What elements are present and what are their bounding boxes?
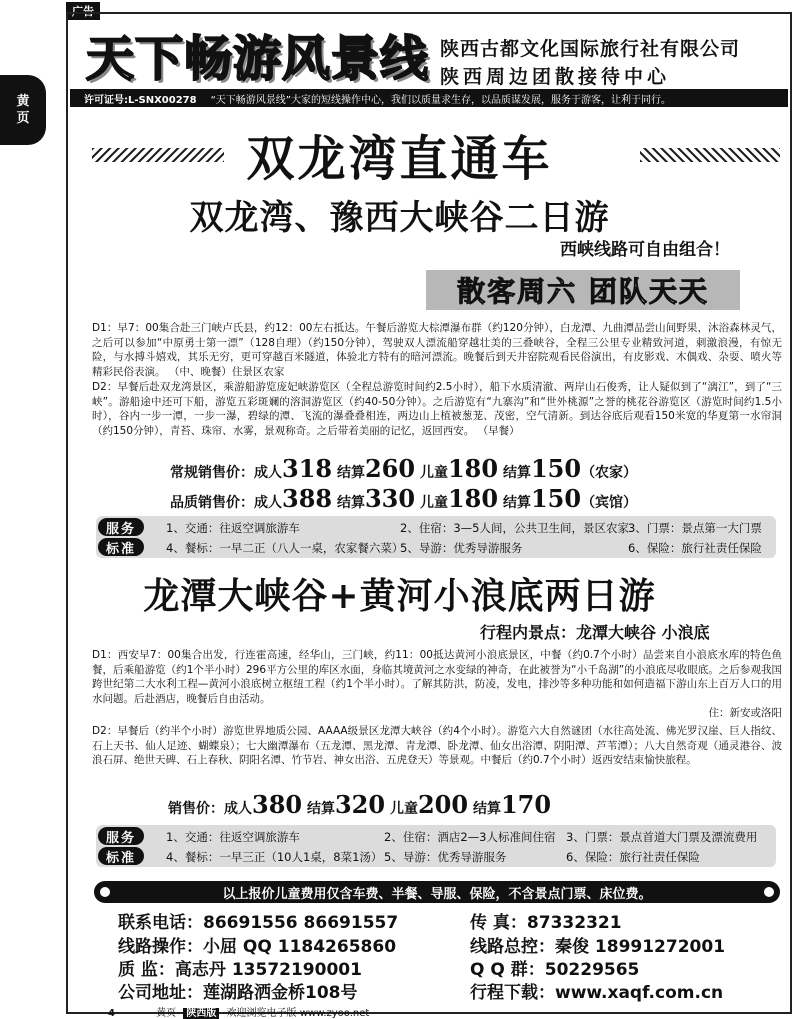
contact-label: Q Q 群：: [470, 960, 545, 980]
tour2-price: [168, 790, 551, 819]
price-label: 销售价：: [168, 801, 224, 817]
license-number: 许可证号:L-SNX00278: [84, 94, 197, 106]
contact-controller: [470, 932, 725, 957]
adult-label: 成人: [254, 465, 282, 481]
tour1-price-premium: [170, 484, 637, 513]
standard-badge: 标准: [98, 538, 144, 556]
price-notice-bar: [94, 881, 780, 903]
page-number: 4: [108, 1008, 115, 1019]
contact-label: 联系电话：: [118, 913, 203, 933]
child-settle-price: 170: [500, 790, 552, 819]
child-price: 180: [447, 454, 499, 483]
tour2-day1-stay: 住：新安或洛阳: [708, 707, 782, 719]
contact-phone: [118, 908, 398, 933]
agency-subtitle: 陕西周边团散接待中心: [440, 66, 671, 88]
contact-label: 行程下载：: [470, 983, 555, 1003]
service-item: 6、保险：旅行社责任保险: [628, 541, 762, 555]
child-settle-label: 结算: [472, 801, 501, 817]
service-item: 4、餐标：一早三正（10人1桌，8菜1汤）: [166, 850, 383, 864]
license-bar: [70, 89, 788, 107]
settle-label: 结算: [336, 465, 365, 481]
service-item: 2、住宿：3—5人间，公共卫生间，景区农家: [400, 521, 629, 535]
contact-value: 莲湖路洒金桥108号: [203, 983, 358, 1003]
adult-price: 380: [252, 790, 303, 819]
tour1-day2-itinerary: D2：早餐后赴双龙湾景区，乘游船游览庞妃峡游览区（全程总游览时间约2.5小时），船下水质清澈、两岸山石俊秀，让人疑似到了“漓江”，到了“三峡”。游船途中还可下船，游览五彩斑斓的溶洞游览区（约40-50分钟）。之后游览有“九寨沟”和“世外桃源”之誉的桃花谷游览区（游览时间约1.5小时），谷内一步一潭，一步一瀑，碧绿的潭、飞流的瀑叠叠相连，两边山上植被葱茏、茂密，空气清新。到达谷底后观看150米宽的华夏第一水帘洞（约150分钟），青苔、珠帘、水雾，景观称奇。之后带着美丽的记忆，返回西安。 （早餐）: [92, 381, 782, 437]
adult-label: 成人: [224, 801, 252, 817]
section-tab-char-2: 页: [16, 111, 30, 126]
tour1-headline: 双龙湾直通车: [246, 131, 553, 187]
service-item: 5、导游：优秀导游服务: [384, 850, 507, 864]
adult-price: 318: [282, 454, 333, 483]
settle-price: 330: [364, 484, 416, 513]
bullet-icon: [764, 887, 774, 897]
service-item: 2、住宿：酒店2—3人标准间住宿: [384, 830, 556, 844]
service-item: 1、交通：往返空调旅游车: [166, 521, 300, 535]
service-item: 6、保险：旅行社责任保险: [566, 850, 700, 864]
child-settle-price: 150: [530, 454, 582, 483]
service-item: 3、门票：景点首道大门票及漂流费用: [566, 830, 758, 844]
service-item: 3、门票：景点第一大门票: [628, 521, 762, 535]
child-settle-label: 结算: [502, 465, 531, 481]
tour1-price-regular: [170, 454, 637, 483]
service-item: 1、交通：往返空调旅游车: [166, 830, 300, 844]
contact-fax: [470, 908, 622, 933]
website-link[interactable]: www.xaqf.com.cn: [555, 983, 724, 1003]
adult-price: 388: [282, 484, 333, 513]
settle-label: 结算: [336, 495, 365, 511]
tour1-subtitle: 双龙湾、豫西大峡谷二日游: [189, 198, 610, 238]
contact-label: 公司地址：: [118, 983, 203, 1003]
brand-title: 天下畅游风景线: [86, 31, 430, 87]
contact-quality: [118, 955, 362, 980]
child-price: 200: [417, 790, 469, 819]
settle-price: 260: [364, 454, 416, 483]
agency-name: 陕西古都文化国际旅行社有限公司: [440, 38, 741, 60]
price-notice: 以上报价儿童费用仅含车费、半餐、导服、保险，不含景点门票、床位费。: [222, 886, 652, 902]
ad-label: 广告: [66, 2, 100, 20]
child-settle-price: 150: [530, 484, 582, 513]
price-label: 常规销售价：: [170, 465, 254, 481]
contact-label: 传 真：: [470, 913, 527, 933]
contact-value: 87332321: [526, 913, 622, 933]
settle-price: 320: [334, 790, 386, 819]
contact-value: 秦俊 18991272001: [555, 937, 726, 957]
child-price: 180: [447, 484, 499, 513]
tour2-sights: 行程内景点：龙潭大峡谷 小浪底: [480, 623, 710, 642]
child-label: 儿童: [389, 801, 418, 817]
settle-label: 结算: [306, 801, 335, 817]
section-tab-char-1: 黄: [16, 94, 30, 109]
contact-value: 50229565: [544, 960, 640, 980]
slogan: “天下畅游风景线”大家的短线操作中心，我们以质量求生存，以品质谋发展，服务于游客，让利于同行。: [210, 94, 671, 106]
contact-value: 86691556 86691557: [203, 913, 399, 933]
child-label: 儿童: [419, 465, 448, 481]
bullet-icon: [100, 887, 110, 897]
price-note: （宾馆）: [581, 495, 638, 511]
adult-label: 成人: [254, 495, 282, 511]
price-note: （农家）: [581, 465, 638, 481]
contact-label: 质 监：: [118, 960, 175, 980]
price-label: 品质销售价：: [170, 495, 254, 511]
contact-label: 线路操作：: [118, 937, 203, 957]
tour1-schedule-banner: 散客周六 团队天天: [426, 270, 740, 310]
service-item: 5、导游：优秀导游服务: [400, 541, 523, 555]
tour1-note: 西峡线路可自由组合！: [560, 240, 730, 260]
contact-qq-group: [470, 955, 639, 980]
contact-address: [118, 978, 358, 1003]
standard-badge: 标准: [98, 847, 144, 865]
tour2-day2-itinerary: D2：早餐后（约半个小时）游览世界地质公园、AAAA级景区龙潭大峡谷（约4个小时）。游览六大自然谜团（水往高处流、佛光罗汉崖、巨人指纹、石上天书、仙人足迹、蝴蝶泉）；七大幽潭瀑布（五龙潭、黑龙潭、青龙潭、卧龙潭、仙女出浴潭、阴阳潭、芦苇潭）；八大自然奇观（通灵港谷、波浪石屏、绝世天碑、石上春秋、阴阳名潭、竹节岩、神女出浴、五虎登天）等景观。中餐后（约0.7个小时）返西安结束愉快旅程。: [92, 725, 782, 766]
service-item: 4、餐标：一早二正（八人一桌，农家餐六菜）: [166, 541, 404, 555]
service-badge: 服务: [98, 518, 144, 536]
tour1-day1-itinerary: D1：早7：00集合赴三门峡卢氏县，约12：00左右抵达。午餐后游览大棕潭瀑布群（约120分钟），白龙潭、九曲潭品尝山间野果，沐浴森林灵气，之后可以参加“中原勇士第一漂”（128自理）（约150分钟），驾驶双人漂流船穿越壮美的三叠峡谷，全程三公里专业精致河道，刺激浪漫，有惊无险，与水搏斗嬉戏，其乐无穷，更可穿越百米隧道，体验北方特有的暗河漂流。晚餐后到天井窑院观看民俗演出，有皮影戏、木偶戏、杂耍、喷火等精彩民俗表演。 （中、晚餐）住景区农家: [92, 322, 782, 378]
service-badge: 服务: [98, 827, 144, 845]
publication-logo: 陕西版: [183, 1008, 219, 1019]
child-settle-label: 结算: [502, 495, 531, 511]
child-label: 儿童: [419, 495, 448, 511]
contact-value: 小屈 QQ 1184265860: [203, 937, 397, 957]
contact-operator: [118, 932, 396, 957]
tour2-headline: 龙潭大峡谷+黄河小浪底两日游: [143, 575, 656, 617]
contact-value: 高志丹 13572190001: [174, 960, 362, 980]
footer-text: 欢迎浏览电子版 www.zyoo.net: [226, 1008, 370, 1019]
contact-download[interactable]: [470, 978, 723, 1003]
contact-label: 线路总控：: [470, 937, 555, 957]
tour2-day1-itinerary: D1：西安早7：00集合出发，行连霍高速，经华山，三门峡，约11：00抵达黄河小浪底景区，中餐（约0.7个小时）品尝来自小浪底水库的特色鱼餐，后乘船游览（约1个半小时）296平方公里的库区水面，身临其境黄河之水变绿的神奇，在此被誉为“小千岛湖”的小浪底尽收眼底。之后参观我国跨世纪第二大水利工程—黄河小浪底树立枢纽工程（约1个半小时）。了解其防洪，防凌，发电，排沙等多种功能和如何造福下游山东上百万人口的用水问题。后赴酒店，晚餐后自由活动。: [92, 649, 782, 705]
footer-section: 黄页: [156, 1008, 177, 1019]
